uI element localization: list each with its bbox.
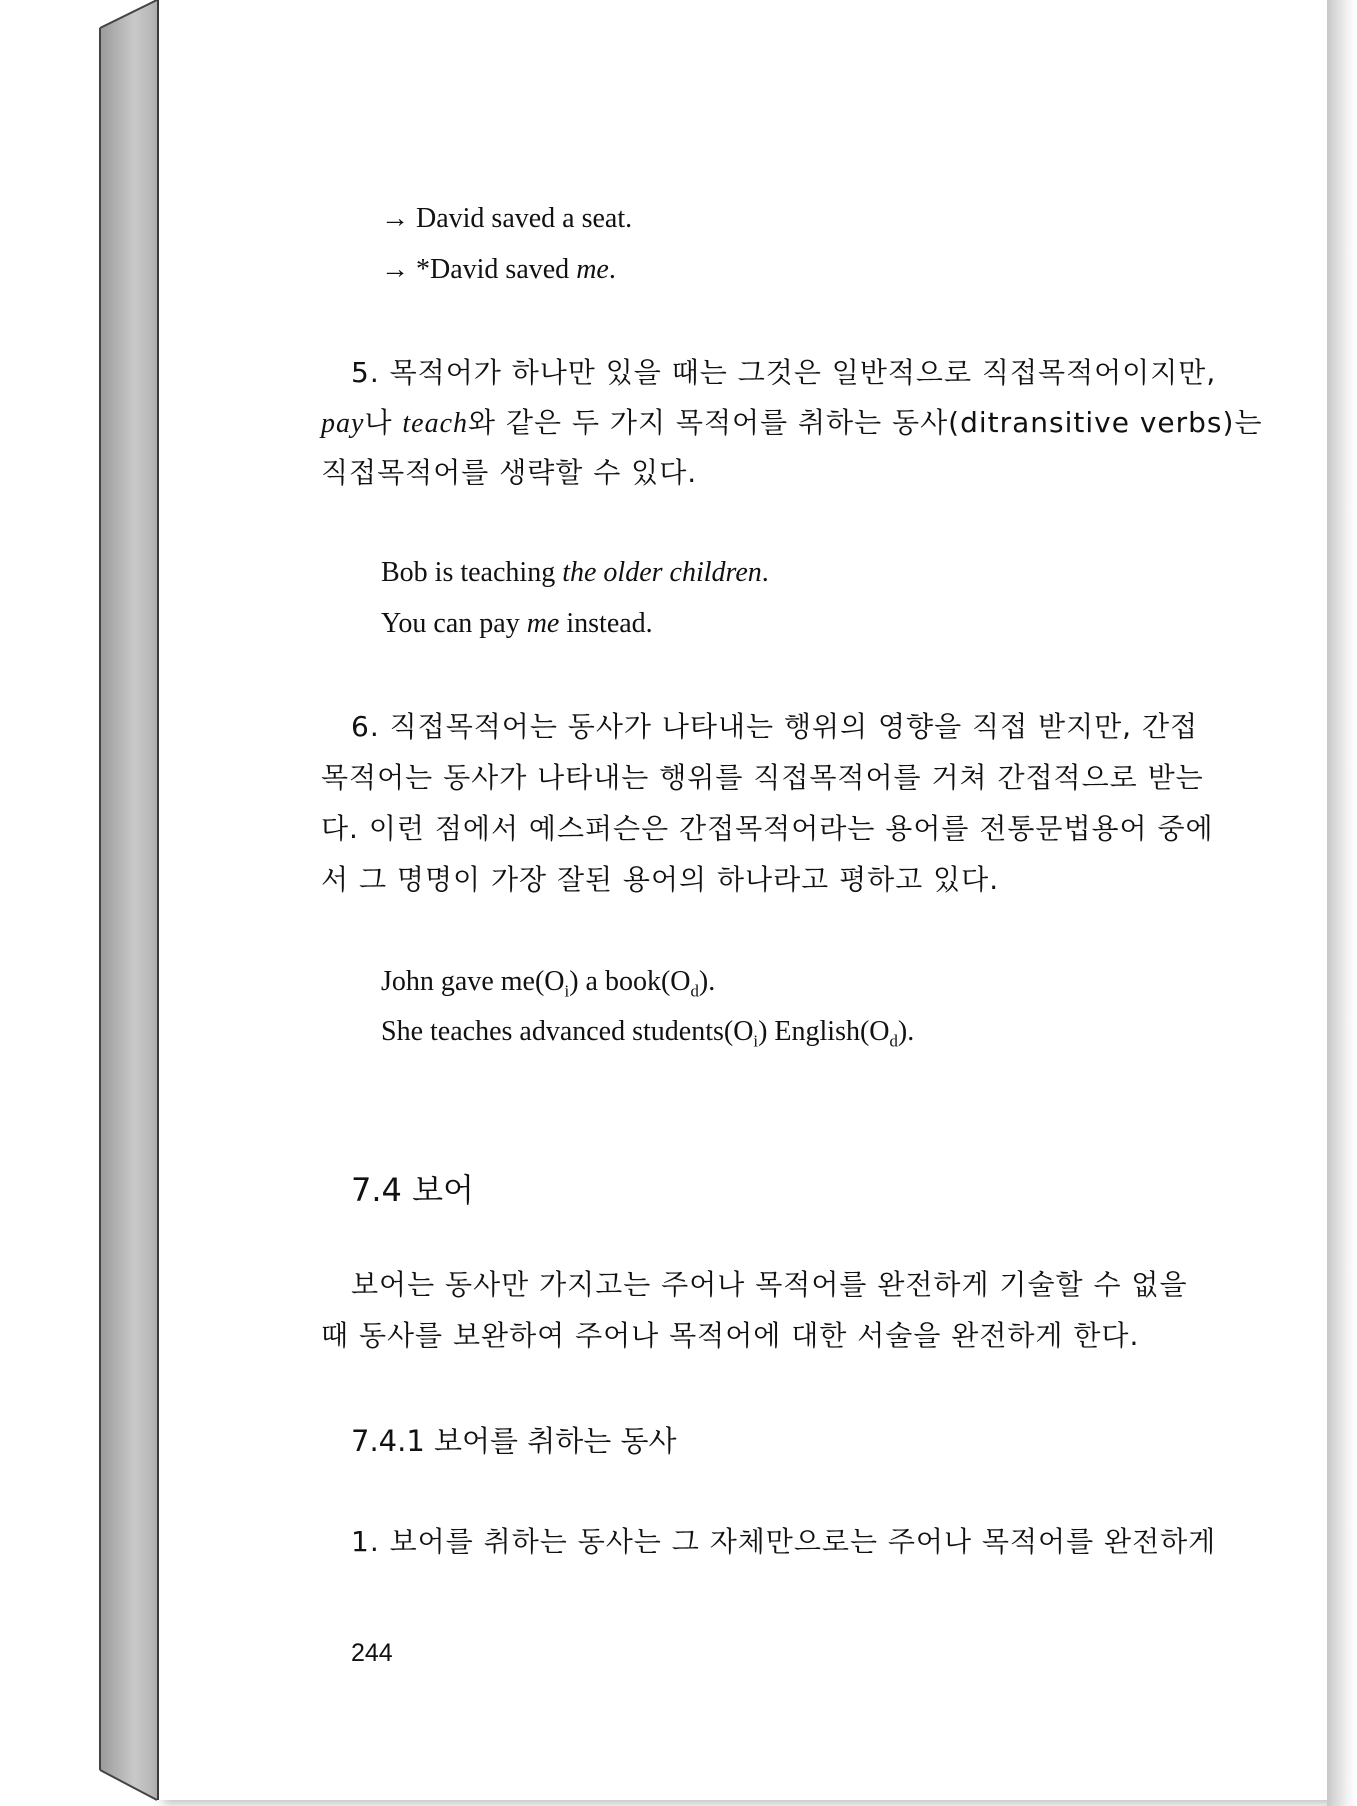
page-number: 244 (351, 1639, 393, 1667)
example-line: Bob is teaching the older children. (381, 557, 769, 588)
section-heading: 7.4 보어 (351, 1171, 474, 1209)
book-spine (0, 0, 170, 1806)
body-text-line: 1. 보어를 취하는 동사는 그 자체만으로는 주어나 목적어를 완전하게 (351, 1525, 1217, 1558)
book-page (157, 0, 1334, 1800)
body-text-line: 다. 이런 점에서 예스퍼슨은 간접목적어라는 용어를 전통문법용어 중에 (321, 812, 1214, 845)
body-text-line: 목적어는 동사가 나타내는 행위를 직접목적어를 거쳐 간접적으로 받는 (321, 761, 1204, 794)
page-edge-shadow (1327, 0, 1357, 1806)
body-text-line: 6. 직접목적어는 동사가 나타내는 행위의 영향을 직접 받지만, 간접 (351, 710, 1199, 743)
example-line: → *David saved me. (381, 254, 616, 285)
example-line: You can pay me instead. (381, 608, 653, 639)
body-text-line: 때 동사를 보완하여 주어나 목적어에 대한 서술을 완전하게 한다. (321, 1319, 1140, 1352)
body-text-line: 보어는 동사만 가지고는 주어나 목적어를 완전하게 기술할 수 없을 (351, 1268, 1188, 1301)
body-text-line: 직접목적어를 생략할 수 있다. (321, 456, 698, 489)
example-line: → David saved a seat. (381, 203, 633, 234)
body-text-line: 5. 목적어가 하나만 있을 때는 그것은 일반적으로 직접목적어이지만, (351, 356, 1217, 389)
body-text-line: pay나 teach와 같은 두 가지 목적어를 취하는 동사(ditransitive verbs)는 (321, 406, 1263, 439)
example-line: She teaches advanced $students(O_i)$ $English(O_d)$. (381, 1016, 915, 1051)
body-text-line: 서 그 명명이 가장 잘된 용어의 하나라고 평하고 있다. (321, 863, 1000, 896)
example-line: John gave $me(O_i)$ a $book(O_d)$. (381, 966, 716, 1001)
subsection-heading: 7.4.1 보어를 취하는 동사 (351, 1424, 677, 1458)
